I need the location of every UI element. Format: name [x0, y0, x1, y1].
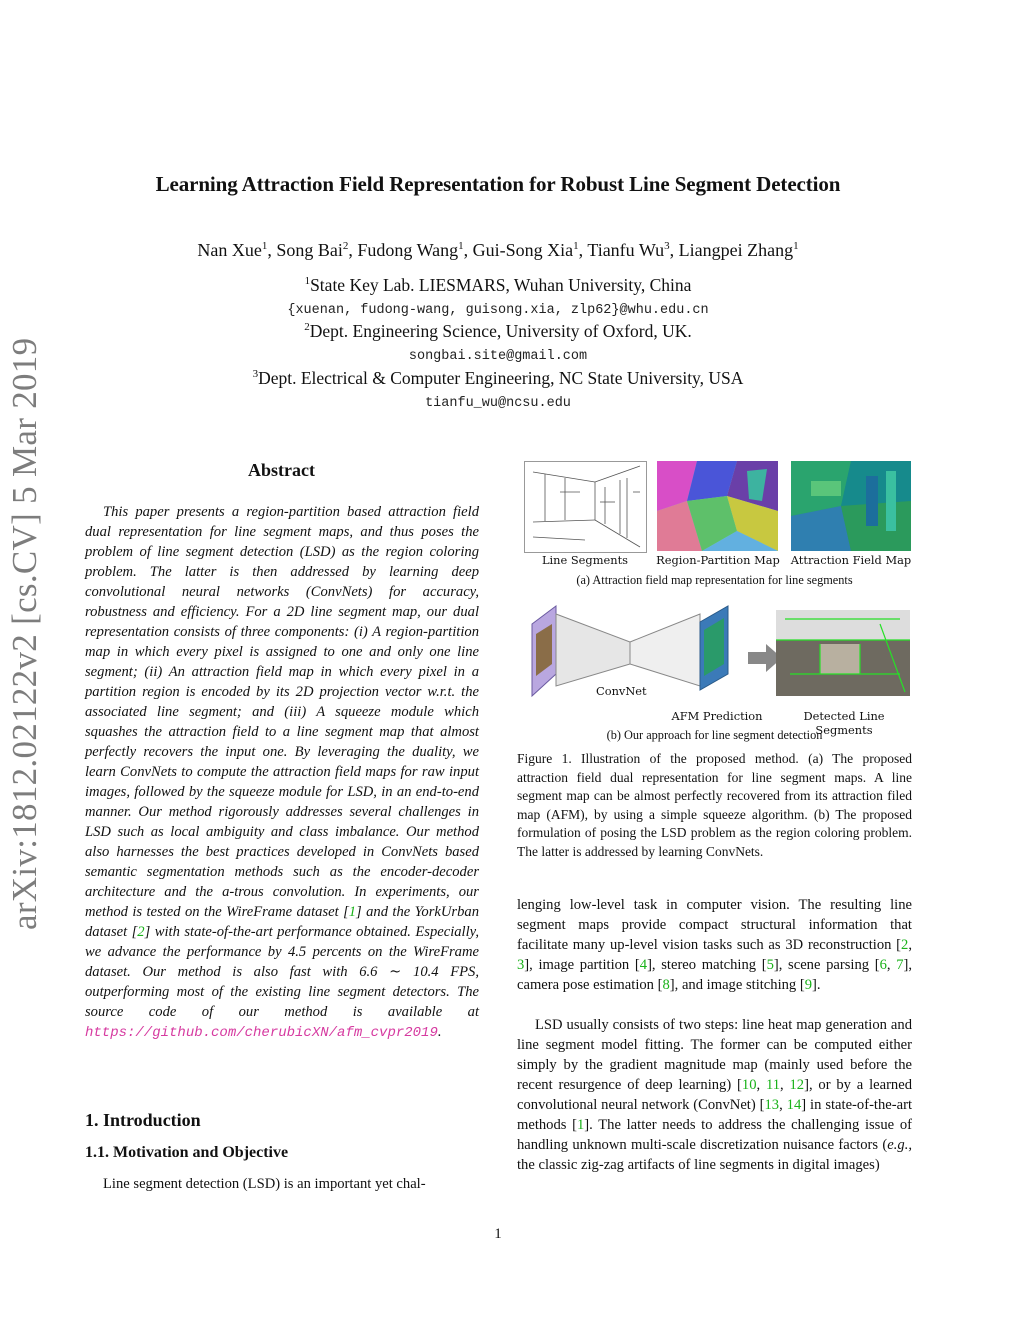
citation-link[interactable]: 2	[901, 937, 909, 953]
author: Liangpei Zhang	[678, 240, 794, 260]
convnet-label: ConvNet	[596, 684, 647, 698]
decoder-block	[630, 614, 700, 686]
attraction-field-drawing	[791, 461, 911, 551]
page-number: 1	[494, 1226, 502, 1242]
intro-paragraph	[517, 895, 912, 995]
pipeline-diagram	[520, 604, 912, 709]
abstract-heading: Abstract	[248, 460, 315, 480]
citation-link[interactable]: 1	[577, 1117, 585, 1133]
paragraph-text: ].	[812, 977, 821, 993]
paper-title: Learning Attraction Field Representation for Robust Line Segment Detection	[155, 172, 841, 196]
paragraph-text: ], image partition [	[524, 957, 640, 973]
author: Fudong Wang	[357, 240, 459, 260]
citation-link[interactable]: 3	[517, 957, 525, 973]
detected-image-wall	[820, 644, 860, 674]
abstract-body	[85, 502, 479, 1043]
affiliation	[0, 368, 996, 389]
affiliation-email: tianfu_wu@ncsu.edu	[425, 396, 571, 411]
affiliation-name: Dept. Electrical & Computer Engineering, NC State University, USA	[258, 368, 744, 388]
abstract-text: ] with state-of-the-art performance obtained. Especially, we advance the performance by 4.5 percents on the WireFrame dataset. Our method is also fast with 6.6 ∼ 10.4 FPS, outperforming most of the existing line segment detectors. The source code of our method is available at	[85, 924, 479, 1020]
detected-label: Detected Line Segments	[803, 709, 885, 737]
author-sup: 1	[261, 240, 268, 252]
author-sup: 1	[458, 240, 464, 252]
author-sup: 3	[664, 240, 670, 252]
citation-link[interactable]: 11	[765, 1077, 781, 1093]
encoder-block	[556, 614, 630, 686]
source-code-link[interactable]: https://github.com/cherubicXN/afm_cvpr2019	[85, 1025, 438, 1041]
citation-link[interactable]: 13	[764, 1097, 780, 1113]
intro-paragraph	[517, 1015, 912, 1175]
affiliation-sup: 3	[252, 368, 259, 381]
attraction-field-image	[791, 461, 911, 551]
citation-link[interactable]: 10	[741, 1077, 757, 1093]
citation-link[interactable]: 5	[766, 957, 774, 973]
region-partition-drawing	[657, 461, 778, 551]
intro-first-line: Line segment detection (LSD) is an important yet chal-	[103, 1176, 426, 1192]
author: Nan Xue	[197, 240, 262, 260]
author: Tianfu Wu	[587, 240, 665, 260]
subcaption-a: (a) Attraction field map representation for line segments	[576, 573, 853, 587]
arxiv-stamp-text: arXiv:1812.02122v2 [cs.CV] 5 Mar 2019	[5, 337, 44, 930]
affiliation-email: {xuenan, fudong-wang, guisong.xia, zlp62}@whu.edu.cn	[287, 303, 709, 318]
citation-link[interactable]: 14	[786, 1097, 802, 1113]
citation-link[interactable]: 9	[804, 977, 813, 993]
line-segments-drawing	[525, 462, 646, 552]
citation-link[interactable]: 4	[639, 957, 648, 973]
citation-link[interactable]: 7	[896, 957, 904, 973]
affiliation-name: Dept. Engineering Science, University of Oxford, UK.	[309, 321, 692, 341]
citation-link[interactable]: 8	[662, 977, 670, 993]
paragraph-text: ,	[886, 957, 897, 973]
paragraph-text: ], and image stitching [	[669, 977, 805, 993]
paragraph-text: ,	[780, 1077, 790, 1093]
paragraph-text: LSD usually consists of two steps: line heat map generation and line segment model fitting. The former can be computed either simply by the gradient magnitude map (mainly used before the recent resurgence of deep learning) [	[517, 1017, 912, 1093]
paragraph-text: lenging low-level task in computer vision. The resulting line segment maps provide compact structural information that facilitate many up-level vision tasks such as 3D reconstruction [	[517, 897, 912, 953]
paragraph-text: ], scene parsing [	[773, 957, 880, 973]
figure-label: Region-Partition Map	[656, 553, 780, 567]
figure-caption: Figure 1. Illustration of the proposed method. (a) The proposed attraction field dual representation for line segment maps. A line segment map can be almost perfectly recovered from its attraction filed map (AFM), by using a simple squeeze algorithm. (b) The proposed formulation of posing the LSD problem as the region coloring problem. The latter is addressed by learning ConvNets.	[517, 751, 912, 859]
affiliation	[0, 275, 996, 296]
line-segments-image	[524, 461, 647, 553]
abstract-text: This paper presents a region-partition based attraction field dual representation for line segment maps, and thus poses the problem of line segment detection (LSD) as the region coloring problem. The latter is then addressed by learning deep convolutional neural networks (ConvNets) for accuracy, robustness and efficiency. For a 2D line segment map, our dual representation consists of three components: (i) A region-partition map in which every pixel is assigned to one and only one line segment; (ii) An attraction field map in which every pixel in a partition region is encoded by its 2D projection vector w.r.t. the associated line segment; and (iii) A squeeze module which squashes the attraction field to a line segment map that almost perfectly recovers the input one. By leveraging the duality, we learn ConvNets to compute the attraction field maps for raw input images, followed by the squeeze module for LSD, in an end-to-end manner. Our method rigorously addresses several challenges in LSD such as local ambiguity and class imbalance. Our method also harnesses the best practices developed in ConvNets based semantic segmentation methods such as the encoder-decoder architecture and the a-trous convolution. In experiments, our method is tested on the WireFrame dataset [	[85, 504, 479, 920]
author-list: Nan Xue$^1$, Song Bai$^2$, Fudong Wang$^1$, Gui-Song Xia$^1$, Tianfu Wu$^3$, Liangpei Zhang$^1$	[197, 240, 799, 260]
paragraph-text: ], stereo matching [	[647, 957, 767, 973]
citation-link[interactable]: 6	[879, 957, 887, 973]
author-sup: 2	[342, 240, 349, 252]
paragraph-text: ,	[908, 937, 912, 953]
subsection-heading: 1.1. Motivation and Objective	[85, 1144, 289, 1161]
paragraph-text: ] in state-of-the-art methods [	[517, 1097, 913, 1133]
section-heading: 1. Introduction	[85, 1110, 201, 1130]
affiliation-sup: 1	[304, 275, 311, 288]
figure-label: Attraction Field Map	[790, 553, 912, 567]
citation-link[interactable]: 2	[137, 924, 145, 940]
affiliation-sup: 2	[304, 321, 310, 334]
author-sup: 1	[573, 240, 579, 252]
afm-label: AFM Prediction	[671, 709, 763, 723]
author: Gui-Song Xia	[472, 240, 574, 260]
paragraph-text: ], or by a learned convolutional neural network (ConvNet) [	[517, 1077, 913, 1113]
paragraph-text: ], camera pose estimation [	[517, 957, 913, 993]
abstract-text: .	[437, 1024, 442, 1040]
paragraph-text: ]. The latter needs to address the challenging issue of handling unknown multi-scale discretization nuisance factors (	[517, 1117, 912, 1153]
citation-link[interactable]: 12	[789, 1077, 805, 1093]
paragraph-text: ,	[779, 1097, 787, 1113]
abstract-text: ] and the YorkUrban dataset [	[85, 904, 479, 940]
region-partition-image	[657, 461, 778, 551]
figure-label: Line Segments	[541, 553, 629, 567]
paragraph-text: the classic zig-zag artifacts of line segments in digital images)	[517, 1157, 880, 1173]
affiliation-name: State Key Lab. LIESMARS, Wuhan University, China	[310, 275, 692, 295]
detected-image-ceiling	[776, 610, 910, 640]
citation-link[interactable]: 1	[348, 904, 357, 920]
paragraph-text: e.g.,	[887, 1137, 912, 1153]
author-sup: 1	[793, 240, 799, 252]
affiliation	[0, 321, 996, 342]
paragraph-text: ,	[756, 1077, 766, 1093]
affiliation-email: songbai.site@gmail.com	[408, 349, 588, 364]
author: Song Bai	[276, 240, 343, 260]
subcaption-b: (b) Our approach for line segment detection	[606, 728, 823, 742]
